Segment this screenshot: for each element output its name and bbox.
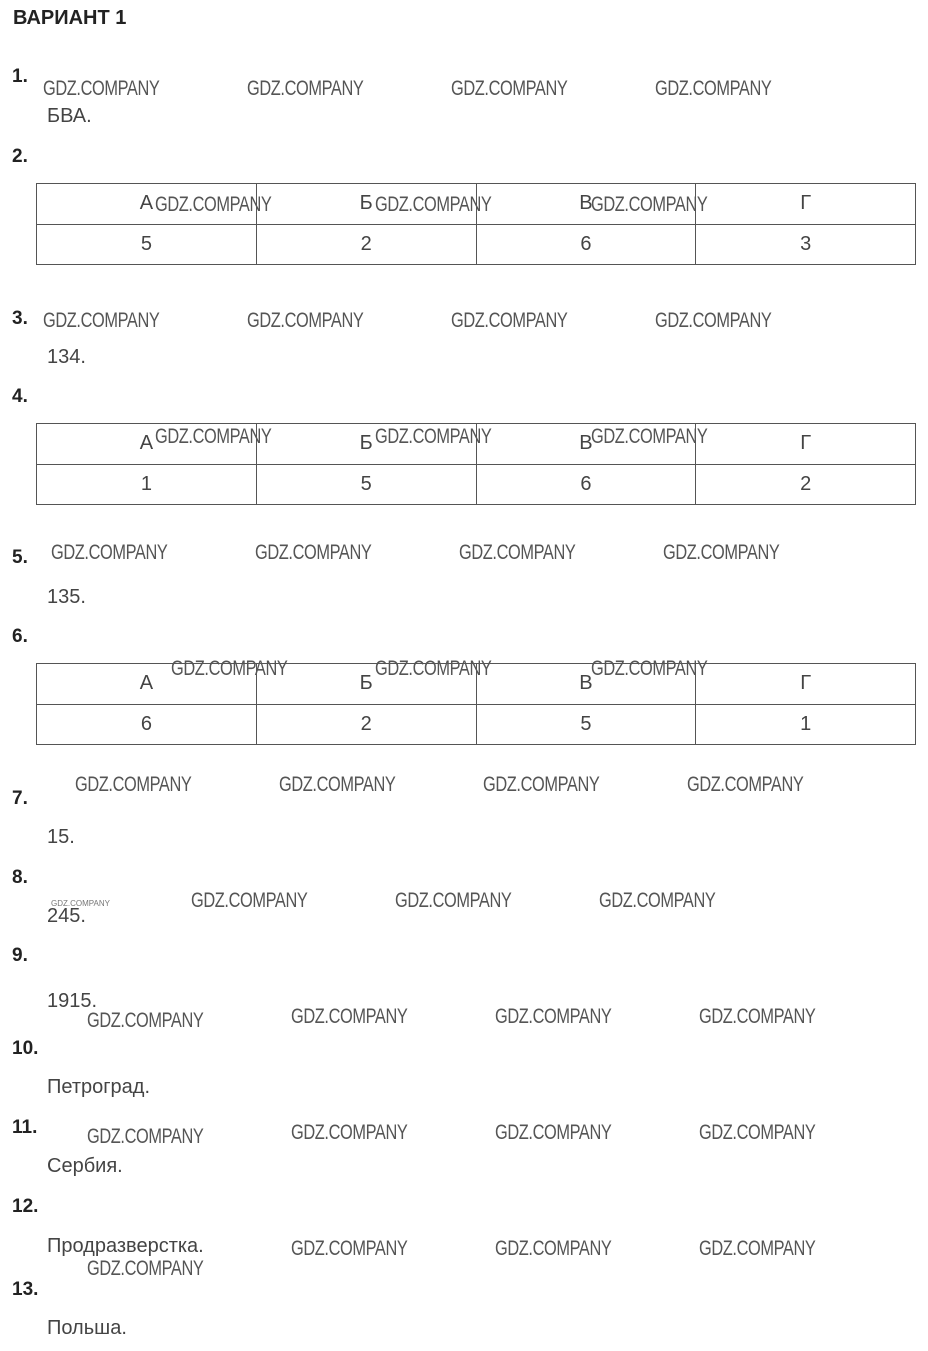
page-title: ВАРИАНТ 1 bbox=[13, 7, 127, 29]
watermark: GDZ.COMPANY bbox=[375, 425, 492, 448]
watermark: GDZ.COMPANY bbox=[51, 899, 110, 908]
answer-text: 15. bbox=[47, 826, 75, 848]
watermark: GDZ.COMPANY bbox=[155, 425, 272, 448]
watermark: GDZ.COMPANY bbox=[375, 193, 492, 216]
watermark: GDZ.COMPANY bbox=[291, 1237, 408, 1260]
watermark: GDZ.COMPANY bbox=[591, 425, 708, 448]
question-number: 4. bbox=[12, 386, 28, 407]
table-header-cell: Б bbox=[256, 184, 476, 225]
table-value-cell: 3 bbox=[696, 224, 916, 265]
question-number: 13. bbox=[12, 1279, 39, 1300]
watermark: GDZ.COMPANY bbox=[699, 1237, 816, 1260]
question-number: 11. bbox=[12, 1117, 38, 1138]
watermark: GDZ.COMPANY bbox=[495, 1121, 612, 1144]
table-header-cell: Б bbox=[256, 424, 476, 465]
table-value-cell: 1 bbox=[696, 704, 916, 745]
table-value-cell: 2 bbox=[256, 704, 476, 745]
question-number: 3. bbox=[12, 308, 28, 329]
table-value-cell: 2 bbox=[256, 224, 476, 265]
watermark: GDZ.COMPANY bbox=[655, 309, 772, 332]
watermark: GDZ.COMPANY bbox=[43, 77, 160, 100]
answer-text: Польша. bbox=[47, 1317, 127, 1339]
table-value-cell: 6 bbox=[37, 704, 257, 745]
watermark: GDZ.COMPANY bbox=[699, 1005, 816, 1028]
answer-text: БВА. bbox=[47, 105, 92, 127]
watermark: GDZ.COMPANY bbox=[43, 309, 160, 332]
watermark: GDZ.COMPANY bbox=[459, 541, 576, 564]
table-header-cell: А bbox=[37, 184, 257, 225]
question-number: 12. bbox=[12, 1196, 39, 1217]
watermark: GDZ.COMPANY bbox=[451, 77, 568, 100]
table-header-cell: В bbox=[476, 664, 696, 705]
watermark: GDZ.COMPANY bbox=[687, 773, 804, 796]
watermark: GDZ.COMPANY bbox=[87, 1009, 204, 1032]
watermark: GDZ.COMPANY bbox=[291, 1121, 408, 1144]
watermark: GDZ.COMPANY bbox=[395, 889, 512, 912]
watermark: GDZ.COMPANY bbox=[655, 77, 772, 100]
watermark: GDZ.COMPANY bbox=[247, 77, 364, 100]
answer-text: 1915. bbox=[47, 990, 98, 1012]
watermark: GDZ.COMPANY bbox=[255, 541, 372, 564]
table-value-cell: 5 bbox=[256, 464, 476, 505]
answer-text: 134. bbox=[47, 346, 86, 368]
table-header-cell: Г bbox=[696, 424, 916, 465]
watermark: GDZ.COMPANY bbox=[495, 1005, 612, 1028]
watermark: GDZ.COMPANY bbox=[663, 541, 780, 564]
watermark: GDZ.COMPANY bbox=[191, 889, 308, 912]
watermark: GDZ.COMPANY bbox=[247, 309, 364, 332]
watermark: GDZ.COMPANY bbox=[87, 1125, 204, 1148]
table-value-cell: 6 bbox=[476, 464, 696, 505]
table-header-cell: А bbox=[37, 424, 257, 465]
answer-text: Продразверстка. bbox=[47, 1235, 204, 1257]
watermark: GDZ.COMPANY bbox=[495, 1237, 612, 1260]
watermark: GDZ.COMPANY bbox=[599, 889, 716, 912]
table-value-cell: 2 bbox=[696, 464, 916, 505]
table-value-cell: 1 bbox=[37, 464, 257, 505]
watermark: GDZ.COMPANY bbox=[51, 541, 168, 564]
table-header-cell: А bbox=[37, 664, 257, 705]
question-number: 7. bbox=[12, 788, 28, 809]
watermark: GDZ.COMPANY bbox=[155, 193, 272, 216]
table-header-cell: Г bbox=[696, 184, 916, 225]
watermark: GDZ.COMPANY bbox=[87, 1257, 204, 1280]
watermark: GDZ.COMPANY bbox=[483, 773, 600, 796]
question-number: 6. bbox=[12, 626, 28, 647]
table-value-cell: 6 bbox=[476, 224, 696, 265]
question-number: 1. bbox=[12, 66, 28, 87]
question-number: 8. bbox=[12, 867, 28, 888]
question-number: 9. bbox=[12, 945, 28, 966]
watermark: GDZ.COMPANY bbox=[591, 657, 708, 680]
table-header-cell: Б bbox=[256, 664, 476, 705]
watermark: GDZ.COMPANY bbox=[171, 657, 288, 680]
watermark: GDZ.COMPANY bbox=[291, 1005, 408, 1028]
answer-text: 135. bbox=[47, 586, 86, 608]
watermark: GDZ.COMPANY bbox=[451, 309, 568, 332]
table-header-cell: В bbox=[476, 424, 696, 465]
question-number: 10. bbox=[12, 1038, 39, 1059]
answer-text: Сербия. bbox=[47, 1155, 123, 1177]
table-value-cell: 5 bbox=[37, 224, 257, 265]
answer-text: Петроград. bbox=[47, 1076, 151, 1098]
table-header-cell: Г bbox=[696, 664, 916, 705]
table-value-cell: 5 bbox=[476, 704, 696, 745]
watermark: GDZ.COMPANY bbox=[699, 1121, 816, 1144]
answer-text: 245. bbox=[47, 905, 86, 927]
table-header-cell: В bbox=[476, 184, 696, 225]
watermark: GDZ.COMPANY bbox=[591, 193, 708, 216]
question-number: 2. bbox=[12, 146, 28, 167]
watermark: GDZ.COMPANY bbox=[279, 773, 396, 796]
watermark: GDZ.COMPANY bbox=[75, 773, 192, 796]
question-number: 5. bbox=[12, 547, 28, 568]
watermark: GDZ.COMPANY bbox=[375, 657, 492, 680]
